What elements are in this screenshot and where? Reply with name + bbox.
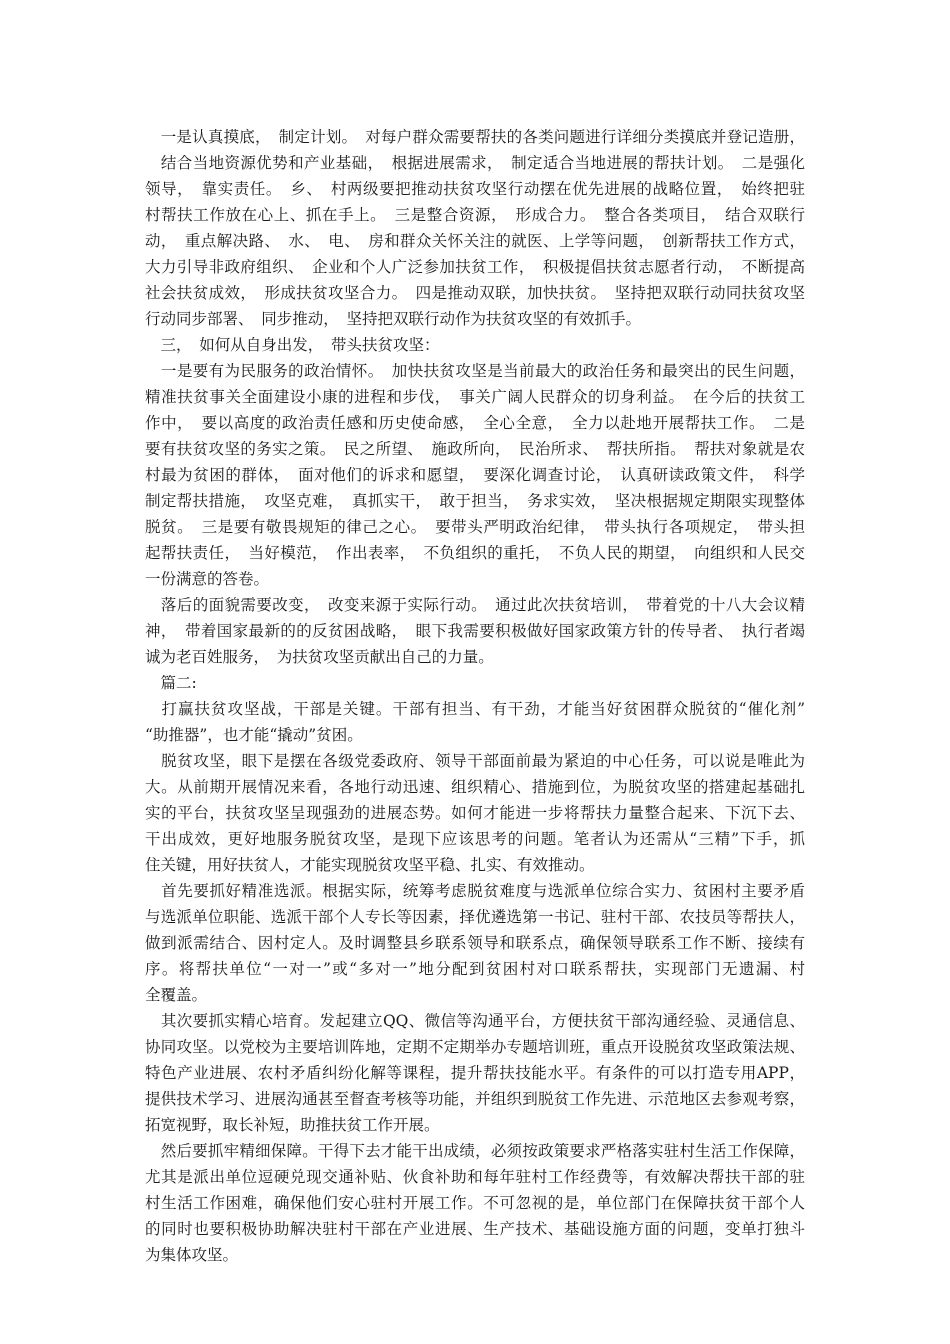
text-line: 结合当地资源优势和产业基础， 根据进展需求， 制定适合当地进展的帮扶计划。 二是强化 — [145, 154, 805, 172]
text-line: 一份满意的答卷。 — [145, 570, 270, 588]
text-line: 打赢扶贫攻坚战，干部是关键。干部有担当、有干劲，才能当好贫困群众脱贫的“催化剂” — [145, 700, 805, 718]
text-line: 全覆盖。 — [145, 986, 208, 1004]
text-line: 大力引导非政府组织、 企业和个人广泛参加扶贫工作， 积极提倡扶贫志愿者行动， 不断提高 — [145, 258, 805, 276]
text-line: 大。从前期开展情况来看，各地行动迅速、组织精心、措施到位，为脱贫攻坚的搭建起基础扎 — [145, 778, 805, 796]
text-line: 为集体攻坚。 — [145, 1246, 239, 1264]
text-line: 拓宽视野，取长补短，助推扶贫工作开展。 — [145, 1116, 440, 1134]
section-heading: 三， 如何从自身出发， 带头扶贫攻坚： — [145, 336, 440, 354]
text-line: 脱贫攻坚，眼下是摆在各级党委政府、领导干部面前最为紧迫的中心任务，可以说是唯此为 — [145, 752, 805, 770]
text-line: 尤其是派出单位逗硬兑现交通补贴、伙食补助和每年驻村工作经费等，有效解决帮扶干部的驻 — [145, 1168, 805, 1186]
text-line: 一是认真摸底， 制定计划。 对每户群众需要帮扶的各类问题进行详细分类摸底并登记造册， — [145, 128, 805, 146]
text-line: 行动同步部署、 同步推动， 坚持把双联行动作为扶贫攻坚的有效抓手。 — [145, 310, 642, 328]
text-line: 脱贫。 三是要有敬畏规矩的律己之心。 要带头严明政治纪律， 带头执行各项规定， 带头担 — [145, 518, 805, 536]
text-line: 序。将帮扶单位“一对一”或“多对一”地分配到贫困村对口联系帮扶，实现部门无遗漏、村 — [145, 960, 805, 978]
text-line: 落后的面貌需要改变， 改变来源于实际行动。 通过此次扶贫培训， 带着党的十八大会议精 — [145, 596, 805, 614]
text-line: 村生活工作困难，确保他们安心驻村开展工作。不可忽视的是，单位部门在保障扶贫干部个人 — [145, 1194, 805, 1212]
document-page — [145, 124, 805, 1268]
text-line: 的同时也要积极协助解决驻村干部在产业进展、生产技术、基础设施方面的问题，变单打独斗 — [145, 1220, 805, 1238]
text-line: 起帮扶责任， 当好模范， 作出表率， 不负组织的重托， 不负人民的期望， 向组织和人民交 — [145, 544, 805, 562]
text-line: 领导， 靠实责任。 乡、 村两级要把推动扶贫攻坚行动摆在优先进展的战略位置， 始终把驻 — [145, 180, 805, 198]
text-line: 其次要抓实精心培育。发起建立QQ、微信等沟通平台，方便扶贫干部沟通经验、灵通信息、 — [145, 1012, 805, 1030]
text-line: 神， 带着国家最新的的反贫困战略， 眼下我需要积极做好国家政策方针的传导者、 执行者竭 — [145, 622, 805, 640]
text-line: 实的平台，扶贫攻坚呈现强劲的进展态势。如何才能进一步将帮扶力量整合起来、下沉下去、 — [145, 804, 805, 822]
text-line: 特色产业进展、农村矛盾纠纷化解等课程，提升帮扶技能水平。有条件的可以打造专用APP， — [145, 1064, 805, 1082]
text-line: 住关键，用好扶贫人，才能实现脱贫攻坚平稳、扎实、有效推动。 — [145, 856, 595, 874]
text-line: 提供技术学习、进展沟通甚至督查考核等功能，并组织到脱贫工作先进、示范地区去参观考察， — [145, 1090, 805, 1108]
text-line: 诚为老百姓服务， 为扶贫攻坚贡献出自己的力量。 — [145, 648, 494, 666]
text-line: 然后要抓牢精细保障。干得下去才能干出成绩，必须按政策要求严格落实驻村生活工作保障， — [145, 1142, 805, 1160]
text-line: “助推器”，也才能“撬动”贫困。 — [145, 726, 363, 744]
text-line: 社会扶贫成效， 形成扶贫攻坚合力。 四是推动双联，加快扶贫。 坚持把双联行动同扶贫攻坚 — [145, 284, 805, 302]
text-line: 制定帮扶措施， 攻坚克难， 真抓实干， 敢于担当， 务求实效， 坚决根据规定期限实现整体 — [145, 492, 805, 510]
text-line: 一是要有为民服务的政治情怀。 加快扶贫攻坚是当前最大的政治任务和最突出的民生问题， — [145, 362, 805, 380]
text-line: 干出成效，更好地服务脱贫攻坚，是现下应该思考的问题。笔者认为还需从“三精”下手，抓 — [145, 830, 805, 848]
text-line: 作中， 要以高度的政治责任感和历史使命感， 全心全意， 全力以赴地开展帮扶工作。 二是 — [145, 414, 805, 432]
text-line: 协同攻坚。以党校为主要培训阵地，定期不定期举办专题培训班，重点开设脱贫攻坚政策法规、 — [145, 1038, 805, 1056]
text-line: 与选派单位职能、选派干部个人专长等因素，择优遴选第一书记、驻村干部、农技员等帮扶人， — [145, 908, 805, 926]
section-heading: 篇二: — [145, 674, 197, 692]
text-line: 动， 重点解决路、 水、 电、 房和群众关怀关注的就医、上学等问题， 创新帮扶工作方式， — [145, 232, 805, 250]
text-line: 首先要抓好精准选派。根据实际，统筹考虑脱贫难度与选派单位综合实力、贫困村主要矛盾 — [145, 882, 805, 900]
text-line: 做到派需结合、因村定人。及时调整县乡联系领导和联系点，确保领导联系工作不断、接续有 — [145, 934, 805, 952]
text-line: 精准扶贫事关全面建设小康的进程和步伐， 事关广阔人民群众的切身利益。 在今后的扶贫工 — [145, 388, 805, 406]
text-line: 村最为贫困的群体， 面对他们的诉求和愿望， 要深化调查讨论， 认真研读政策文件， 科学 — [145, 466, 805, 484]
text-line: 村帮扶工作放在心上、抓在手上。 三是整合资源， 形成合力。 整合各类项目， 结合双联行 — [145, 206, 805, 224]
text-line: 要有扶贫攻坚的务实之策。 民之所望、 施政所向， 民治所求、 帮扶所指。 帮扶对象就是农 — [145, 440, 805, 458]
